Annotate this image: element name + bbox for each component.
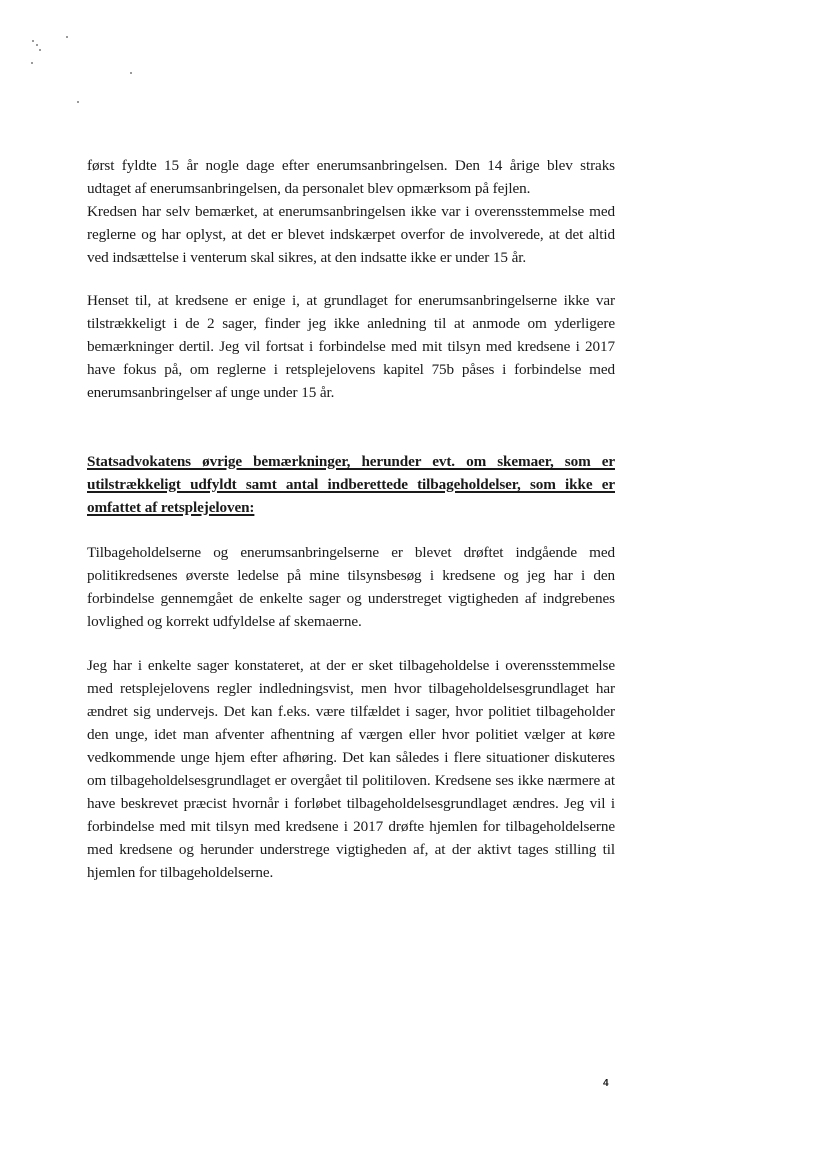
paragraph: Tilbageholdelserne og enerumsanbringelserne er blevet drøftet indgående med politikredsenes øverste ledelse på mine tilsynsbesøg i kredsene og jeg har i den forbindelse gennemgået de enkelte sager og understreget vigtigheden af indgrebenes lovlighed og korrekt udfyldelse af skemaerne. [87,544,615,630]
scan-speck [77,101,79,103]
paragraph: Kredsen har selv bemærket, at enerumsanbringelsen ikke var i overensstemmelse med reglerne og har oplyst, at det er blevet indskærpet overfor de involverede, at det altid ved indsættelse i venterum skal sikres, at den indsatte ikke er under 15 år. [87,203,615,266]
paragraph-block-1 [87,154,615,269]
scan-speck [32,40,34,42]
paragraph: Henset til, at kredsene er enige i, at grundlaget for enerumsanbringelserne ikke var tilstrækkeligt i de 2 sager, finder jeg ikke anledning til at anmode om yderligere bemærkninger dertil. Jeg vil fortsat i forbindelse med mit tilsyn med kredsene i 2017 have fokus på, om reglerne i retsplejelovens kapitel 75b påses i forbindelse med enerumsanbringelser af unge under 15 år. [87,292,615,401]
paragraph-block-3 [87,541,615,633]
scan-speck [66,36,68,38]
scan-speck [31,62,33,64]
paragraph-block-4 [87,654,615,884]
scan-speck [130,72,132,74]
section-heading: Statsadvokatens øvrige bemærkninger, herunder evt. om skemaer, som er utilstrækkeligt udfyldt samt antal indberettede tilbageholdelser, som ikke er omfattet af retsplejeloven: [87,453,615,516]
paragraph: først fyldte 15 år nogle dage efter enerumsanbringelsen. Den 14 årige blev straks udtaget af enerumsanbringelsen, da personalet blev opmærksom på fejlen. [87,157,615,197]
paragraph-block-2 [87,289,615,404]
scan-speck [36,44,38,46]
scan-speck [39,49,41,51]
paragraph: Jeg har i enkelte sager konstateret, at der er sket tilbageholdelse i overensstemmelse med retsplejelovens regler indledningsvist, men hvor tilbageholdelsesgrundlaget har ændret sig undervejs. Det kan f.eks. være tilfældet i sager, hvor politiet tilbageholder den unge, idet man afventer afhentning af værgen eller hvor politiet vælger at køre vedkommende unge hjem efter afhøring. Det kan således i flere situationer diskuteres om tilbageholdelsesgrundlaget er overgået til politiloven. Kredsene ses ikke nærmere at have beskrevet præcist hvornår i forløbet tilbageholdelsesgrundlaget ændres. Jeg vil i forbindelse med mit tilsyn med kredsene i 2017 drøfte hjemlen for tilbageholdelserne med kredsene og herunder understrege vigtigheden af, at der aktivt tages stilling til hjemlen for tilbageholdelserne. [87,657,615,881]
page-number: 4 [603,1078,609,1089]
